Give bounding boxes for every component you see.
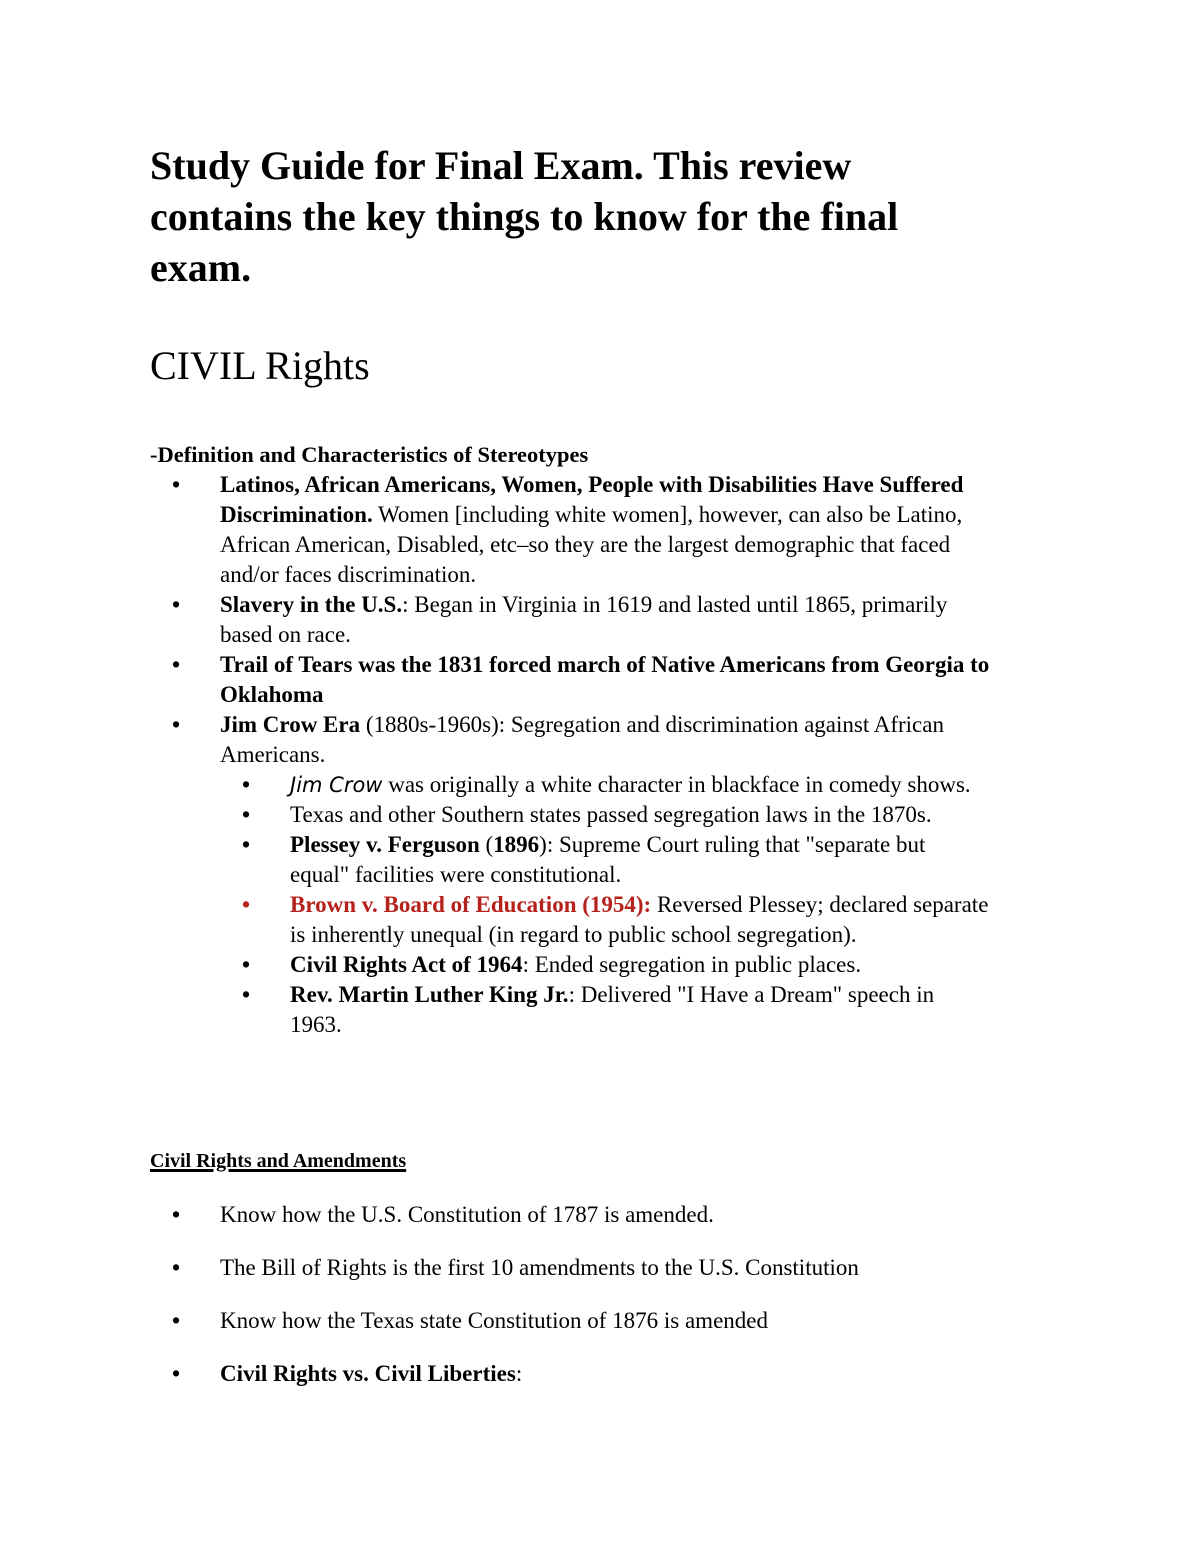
title-line-3: exam.: [150, 245, 252, 290]
amendments-list: [150, 1200, 1040, 1412]
sub-list-item: • Jim Crow was originally a white character in blackface in comedy shows.: [220, 770, 990, 800]
sub-list-item: • Plessey v. Ferguson (1896): Supreme Court ruling that "separate but equal" facilities were constitutional.: [220, 830, 990, 890]
list-item: • Slavery in the U.S.: Began in Virginia in 1619 and lasted until 1865, primarily based on race.: [150, 590, 1000, 650]
civil-rights-list: [150, 470, 1000, 1040]
title-line-1: Study Guide for Final Exam. This review: [150, 143, 852, 188]
document-title: [150, 140, 1050, 293]
title-line-2: contains the key things to know for the final: [150, 194, 899, 239]
sub-list-item: • Civil Rights Act of 1964: Ended segregation in public places.: [220, 950, 990, 980]
section-heading: CIVIL Rights: [150, 343, 370, 388]
list-item: • Latinos, African Americans, Women, People with Disabilities Have Suffered Discrimination. Women [including white women], however, can also be Latino, African American, Disabled, etc–so they are the largest demographic that faced and/or faces discrimination.: [150, 470, 1000, 590]
list-item: • Know how the Texas state Constitution of 1876 is amended: [150, 1306, 1040, 1336]
stereotypes-subheading: -Definition and Characteristics of Stereotypes: [150, 442, 589, 467]
list-item: • Jim Crow Era (1880s-1960s): Segregation and discrimination against African Americans. • Jim Crow was originally a white character in blackface in comedy shows. • Texas and other Southern states passed segregation laws in the 1870s. • Plessey v. Ferguson (1896): Supreme Court ruling that "separate but equal" facilities were constitutional. • Brown v. Board of Education (1954): Reversed Plessey; declared separate is inherently unequal (in regard to public school segregation). • Civil Rights Act of 1964: Ended segregation in public places. • Rev. Martin Luther King Jr.: Delivered "I Have a Dream" speech in 1963.: [150, 710, 1000, 1040]
list-item: • Civil Rights vs. Civil Liberties:: [150, 1359, 1040, 1389]
sub-list-item: • Brown v. Board of Education (1954): Reversed Plessey; declared separate is inherently unequal (in regard to public school segregation).: [220, 890, 990, 950]
amendments-heading: Civil Rights and Amendments: [150, 1150, 407, 1172]
jim-crow-sublist: [220, 770, 1000, 1040]
list-item: • Know how the U.S. Constitution of 1787 is amended.: [150, 1200, 1040, 1230]
sub-list-item: • Rev. Martin Luther King Jr.: Delivered "I Have a Dream" speech in 1963.: [220, 980, 990, 1040]
sub-list-item: • Texas and other Southern states passed segregation laws in the 1870s.: [220, 800, 990, 830]
list-item: • The Bill of Rights is the first 10 amendments to the U.S. Constitution: [150, 1253, 1040, 1283]
list-item: • Trail of Tears was the 1831 forced march of Native Americans from Georgia to Oklahoma: [150, 650, 1000, 710]
